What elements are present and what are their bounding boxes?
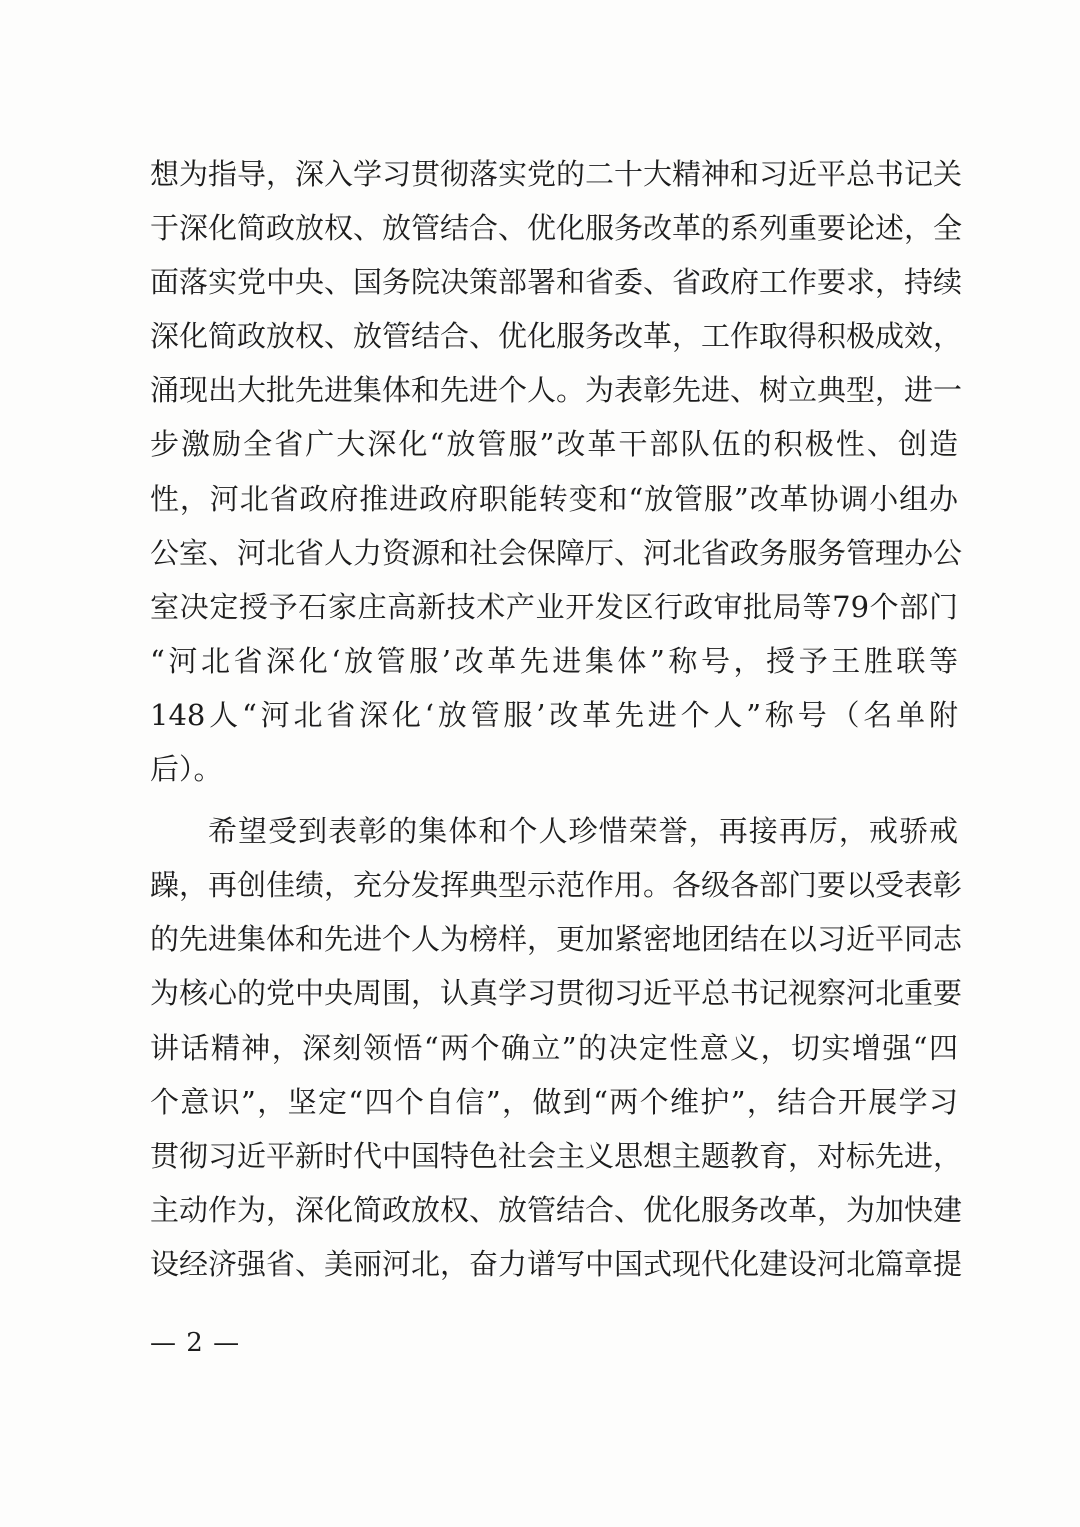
text-line: 于深化简政放权、放管结合、优化服务改革的系列重要论述，全 — [150, 211, 963, 246]
text-line: 148人“河北省深化‘放管服’改革先进个人”称号（名单附 — [150, 697, 958, 732]
text-line: 希望受到表彰的集体和个人珍惜荣誉，再接再厉，戒骄戒 — [208, 814, 958, 849]
paragraph-1 — [150, 147, 963, 796]
paragraph-2 — [150, 804, 963, 1291]
text-line: 为核心的党中央周围，认真学习贯彻习近平总书记视察河北重要 — [150, 976, 963, 1011]
text-line: 面落实党中央、国务院决策部署和省委、省政府工作要求，持续 — [150, 265, 963, 300]
text-line: 讲话精神，深刻领悟“两个确立”的决定性意义，切实增强“四 — [150, 1030, 958, 1065]
text-line: 主动作为，深化简政放权、放管结合、优化服务改革，为加快建 — [150, 1192, 963, 1227]
text-line: “河北省深化‘放管服’改革先进集体”称号，授予王胜联等 — [150, 643, 958, 678]
text-line: 想为指导，深入学习贯彻落实党的二十大精神和习近平总书记关 — [150, 157, 963, 191]
text-line: 性，河北省政府推进政府职能转变和“放管服”改革协调小组办 — [150, 481, 958, 516]
text-line: 深化简政放权、放管结合、优化服务改革，工作取得积极成效， — [150, 319, 963, 354]
text-line: 躁，再创佳绩，充分发挥典型示范作用。各级各部门要以受表彰 — [150, 868, 963, 903]
page-number: — 2 — — [150, 1328, 241, 1358]
paragraph-gap — [150, 796, 958, 804]
document-body — [150, 147, 963, 1291]
text-line: 个意识”，坚定“四个自信”，做到“两个维护”，结合开展学习 — [150, 1084, 958, 1119]
text-line: 的先进集体和先进个人为榜样，更加紧密地团结在以习近平同志 — [150, 922, 963, 957]
text-line: 涌现出大批先进集体和先进个人。为表彰先进、树立典型，进一 — [150, 373, 963, 408]
text-line: 设经济强省、美丽河北，奋力谱写中国式现代化建设河北篇章提 — [150, 1246, 963, 1281]
text-line: 公室、河北省人力资源和社会保障厅、河北省政务服务管理办公 — [150, 535, 963, 570]
text-line: 室决定授予石家庄高新技术产业开发区行政审批局等79个部门 — [150, 589, 958, 624]
text-line: 步激励全省广大深化“放管服”改革干部队伍的积极性、创造 — [150, 427, 958, 462]
text-line: 贯彻习近平新时代中国特色社会主义思想主题教育，对标先进， — [150, 1138, 963, 1173]
text-line: 后）。 — [150, 752, 223, 787]
